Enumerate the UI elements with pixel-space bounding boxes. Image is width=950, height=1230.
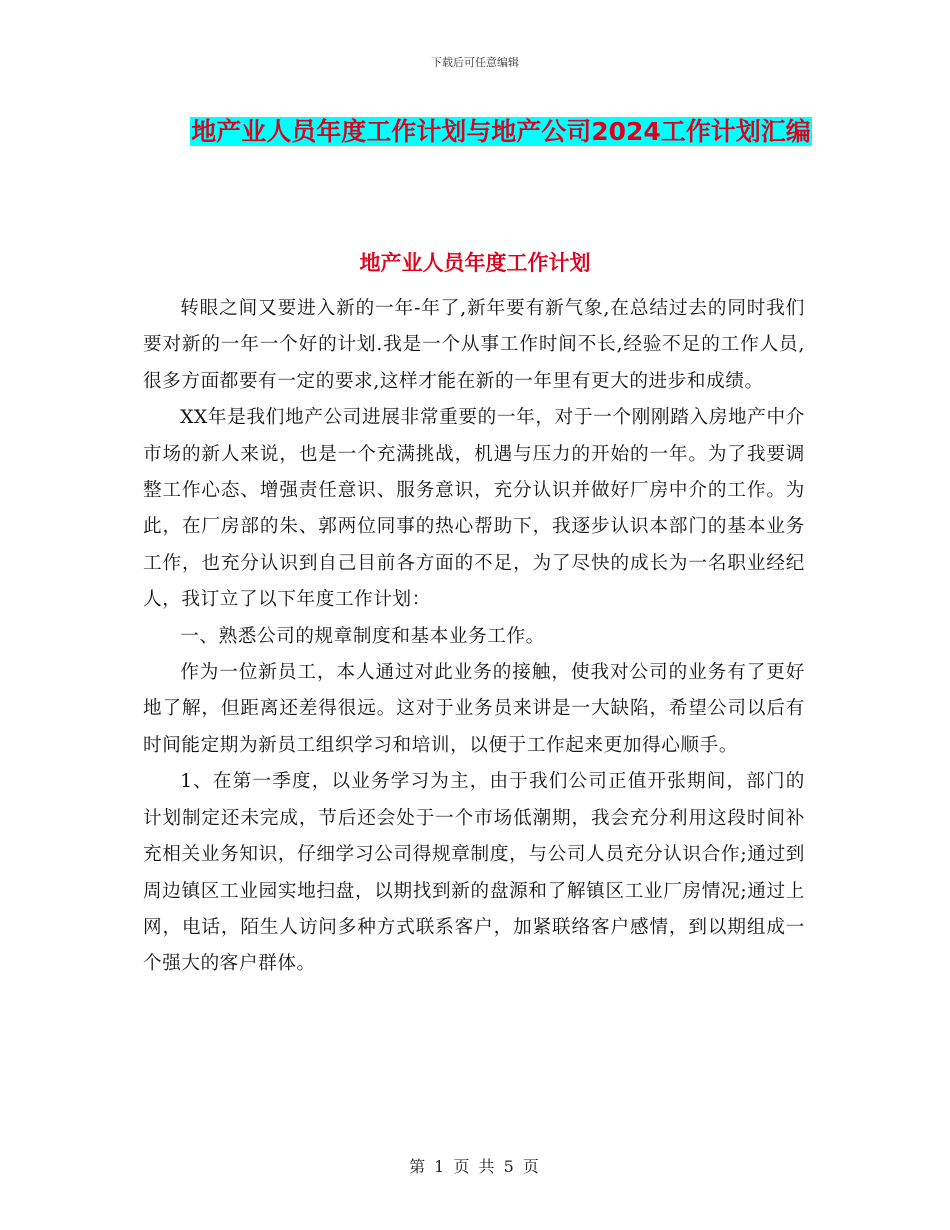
page-indicator: 第 1 页 共 5 页 <box>409 1157 541 1176</box>
document-title-text: 地产业人员年度工作计划与地产公司2024工作计划汇编 <box>191 117 811 146</box>
body-text <box>143 291 805 983</box>
section-title: 地产业人员年度工作计划 <box>359 251 591 275</box>
document-title <box>186 112 816 152</box>
paragraph: 作为一位新员工，本人通过对此业务的接触，使我对公司的业务有了更好地了解，但距离还差得很远。这对于业务员来讲是一大缺陷，希望公司以后有时间能定期为新员工组织学习和培训，以便于工作起来更加得心顺手。 <box>143 662 805 756</box>
paragraph: 一、熟悉公司的规章制度和基本业务工作。 <box>180 625 545 647</box>
paragraph: XX年是我们地产公司进展非常重要的一年，对于一个刚刚踏入房地产中介市场的新人来说，也是一个充满挑战，机遇与压力的开始的一年。为了我要调整工作心态、增强责任意识、服务意识，充分认识并做好厂房中介的工作。为此，在厂房部的朱、郭两位同事的热心帮助下，我逐步认识本部门的基本业务工作，也充分认识到自己目前各方面的不足，为了尽快的成长为一名职业经纪人，我订立了以下年度工作计划： <box>143 407 805 611</box>
paragraph: 1、在第一季度，以业务学习为主，由于我们公司正值开张期间，部门的计划制定还未完成，节后还会处于一个市场低潮期，我会充分利用这段时间补充相关业务知识，仔细学习公司得规章制度，与公司人员充分认识合作;通过到周边镇区工业园实地扫盘，以期找到新的盘源和了解镇区工业厂房情况;通过上网，电话，陌生人访问多种方式联系客户，加紧联络客户感情，到以期组成一个强大的客户群体。 <box>143 771 805 975</box>
header-note: 下载后可任意编辑 <box>431 56 519 69</box>
paragraph: 转眼之间又要进入新的一年-年了,新年要有新气象,在总结过去的同时我们要对新的一年一个好的计划.我是一个从事工作时间不长,经验不足的工作人员,很多方面都要有一定的要求,这样才能在新的一年里有更大的进步和成绩。 <box>143 298 805 392</box>
